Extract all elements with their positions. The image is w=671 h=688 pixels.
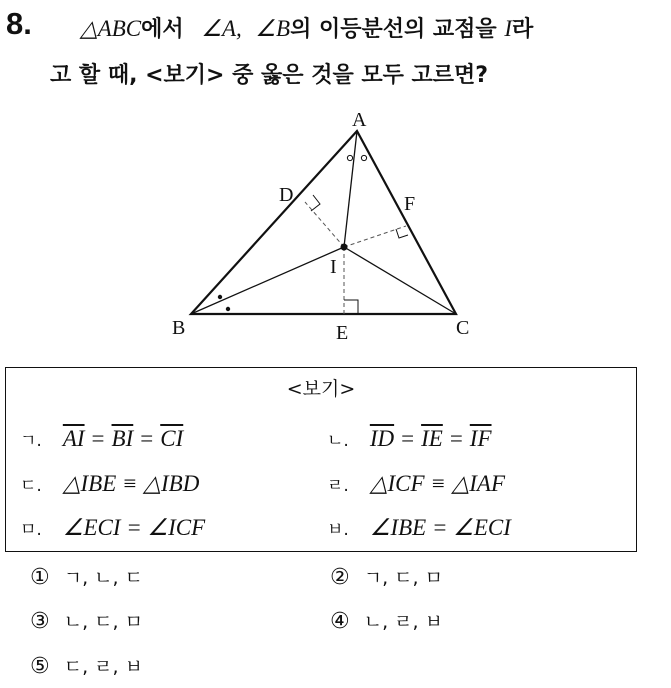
bogi-item-digeut <box>20 471 199 497</box>
choice-text: ㄱ, ㄴ, ㄷ <box>63 567 143 589</box>
triangle-abc: △ABC <box>80 16 142 41</box>
statement-text: ∠ECI = ∠ICF <box>62 515 206 540</box>
segment-ai: $\overline{AI}$ <box>62 426 85 451</box>
equals-sign: = <box>91 426 105 451</box>
bogi-item-nieun <box>327 426 492 452</box>
bogi-box <box>5 367 637 552</box>
question-text-middle: 의 이등분선의 교점을 <box>290 17 497 42</box>
bogi-item-rieul <box>327 471 505 497</box>
segment-id: $\overline{ID}$ <box>369 426 395 451</box>
angle-b: ∠B <box>255 16 291 41</box>
choice-number: ① <box>30 565 50 590</box>
bogi-key: ㄷ. <box>20 476 42 496</box>
bogi-key: ㄴ. <box>327 431 349 451</box>
equals-sign: = <box>449 426 463 451</box>
choice-number: ⑤ <box>30 654 50 679</box>
segment-ie: $\overline{IE}$ <box>421 426 443 451</box>
label-e: E <box>336 322 349 344</box>
choice-number: ③ <box>30 609 50 634</box>
segment-bi: $\overline{BI}$ <box>111 426 134 451</box>
bogi-item-mieum <box>20 515 205 541</box>
bisector-ai <box>344 131 357 247</box>
choice-2[interactable] <box>330 563 443 590</box>
choice-text: ㄴ, ㄷ, ㅁ <box>63 611 143 633</box>
statement-text: △ICF ≡ △IAF <box>369 471 506 496</box>
angle-mark-a-1 <box>347 155 352 160</box>
label-b: B <box>172 317 186 339</box>
statement-text: △IBE ≡ △IBD <box>62 471 200 496</box>
choice-text: ㄷ, ㄹ, ㅂ <box>63 656 143 678</box>
question-number: 8. <box>6 6 32 41</box>
bogi-key: ㅂ. <box>327 520 349 540</box>
right-angle-mark-e <box>344 300 358 314</box>
choice-number: ② <box>330 565 350 590</box>
segment-if: $\overline{IF}$ <box>469 426 492 451</box>
choice-text: ㄱ, ㄷ, ㅁ <box>363 567 443 589</box>
question-line-2: 고 할 때, <보기> 중 옳은 것을 모두 고르면? <box>50 63 489 88</box>
equals-sign: = <box>140 426 154 451</box>
triangle-abc-outline <box>191 131 456 314</box>
angle-mark-b-2 <box>226 307 230 311</box>
bogi-key: ㅁ. <box>20 520 42 540</box>
incenter-point <box>341 244 348 251</box>
right-angle-mark-d <box>311 195 320 211</box>
perpendicular-if <box>344 226 406 247</box>
choice-3[interactable] <box>30 607 143 634</box>
angle-mark-b-1 <box>218 295 222 299</box>
choice-number: ④ <box>330 609 350 634</box>
point-i: I <box>504 16 513 41</box>
label-i: I <box>330 256 337 278</box>
right-angle-mark-f <box>396 229 408 238</box>
perpendicular-id <box>305 202 344 247</box>
question-text-eseo: 에서 <box>141 17 184 42</box>
bogi-key: ㄹ. <box>327 476 349 496</box>
statement-text: ∠IBE = ∠ECI <box>369 515 511 540</box>
bogi-title: <보기> <box>286 378 356 400</box>
bogi-key: ㄱ. <box>20 431 42 451</box>
bisector-bi <box>191 247 344 314</box>
choice-text: ㄴ, ㄹ, ㅂ <box>363 611 443 633</box>
segment-ci: $\overline{CI}$ <box>160 426 184 451</box>
segment-ci <box>344 247 456 314</box>
equals-sign: = <box>401 426 415 451</box>
bogi-item-bieup <box>327 515 511 541</box>
choice-1[interactable] <box>30 563 143 590</box>
label-f: F <box>404 193 416 215</box>
question-text-end: 라 <box>512 17 534 42</box>
label-a: A <box>352 109 367 131</box>
bogi-item-giyeok <box>20 426 183 452</box>
label-c: C <box>456 317 470 339</box>
label-d: D <box>279 184 294 206</box>
angle-a: ∠A, <box>201 16 242 41</box>
choice-4[interactable] <box>330 607 443 634</box>
angle-mark-a-2 <box>361 155 366 160</box>
choice-5[interactable] <box>30 652 143 679</box>
